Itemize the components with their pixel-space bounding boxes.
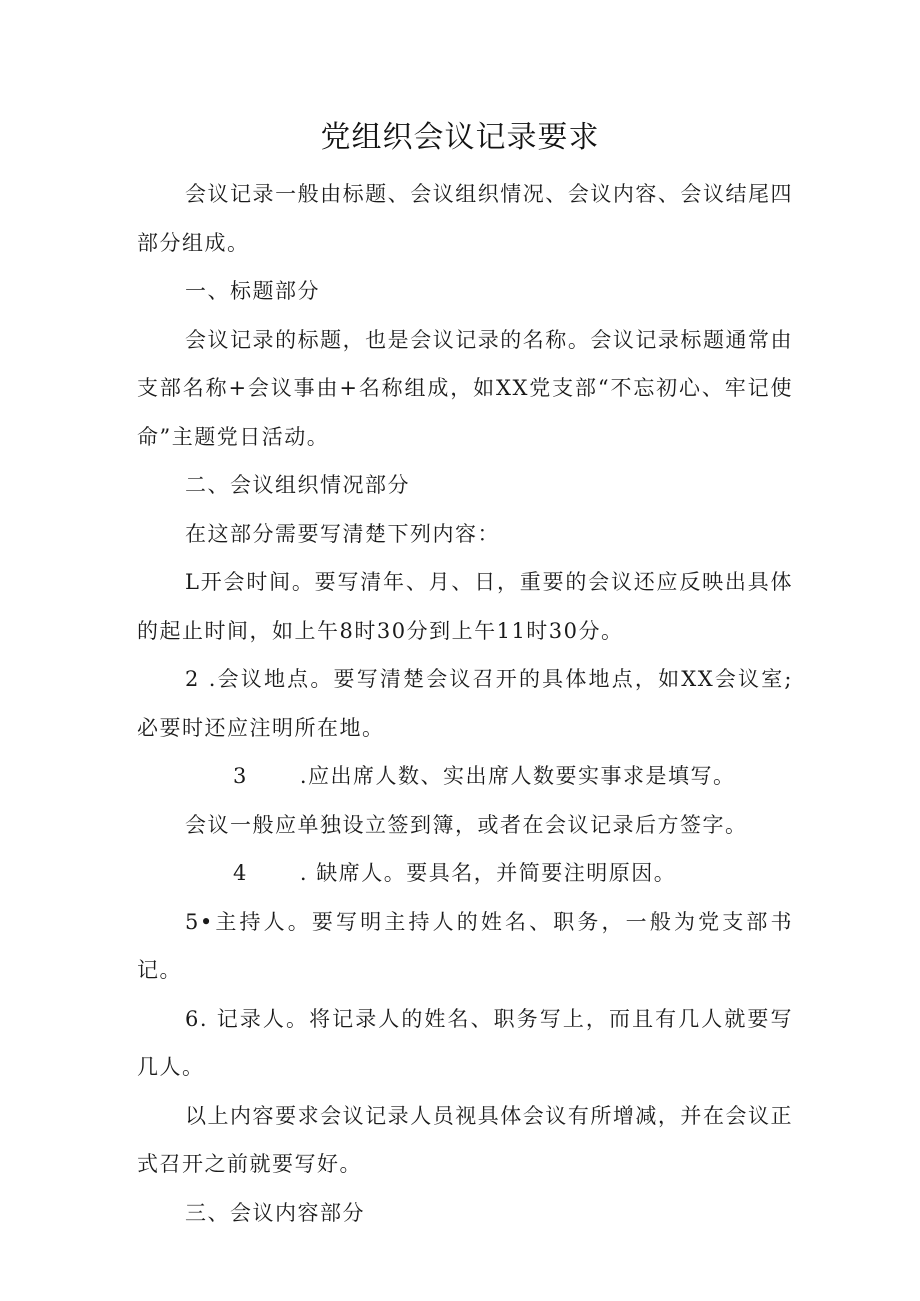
paragraph-signin: 会议一般应单独设立签到簿，或者在会议记录后方签字。 [185,812,748,837]
paragraph-content-lead: 在这部分需要写清楚下列内容： [185,521,500,546]
section-heading-organization: 二、会议组织情况部分 [185,473,410,497]
section-heading-content: 三、会议内容部分 [185,1200,365,1225]
document-title: 党组织会议记录要求 [320,120,600,155]
item-meeting-time: L开会时间。要写清年、月、日，重要的会议还应反映出具体的起止时间，如上午8时30分到上午11时30分。 [137,570,793,643]
item-attendance-number: 3 [233,764,248,788]
item-absentees-text: . 缺席人。要具名，并简要注明原因。 [299,861,677,885]
paragraph-adjust-note: 以上内容要求会议记录人员视具体会议有所增减，并在会议正式召开之前就要写好。 [137,1103,793,1176]
paragraph-title-desc: 会议记录的标题，也是会议记录的名称。会议记录标题通常由支部名称+会议事由+名称组成，如XX党支部“不忘初心、牢记使命”主题党日活动。 [137,327,793,449]
item-meeting-location: 2 .会议地点。要写清楚会议召开的具体地点，如XX会议室;必要时还应注明所在地。 [137,667,793,740]
paragraph-intro: 会议记录一般由标题、会议组织情况、会议内容、会议结尾四部分组成。 [137,182,793,255]
item-host: 5•主持人。要写明主持人的姓名、职务，一般为党支部书记。 [137,909,793,982]
item-attendance [137,752,793,801]
item-absentees-number: 4 [233,861,248,885]
item-absentees [137,849,793,898]
item-recorder: 6. 记录人。将记录人的姓名、职务写上，而且有几人就要写几人。 [137,1006,793,1079]
document-body [137,170,793,1237]
section-heading-title: 一、标题部分 [185,279,320,303]
item-attendance-text: .应出席人数、实出席人数要实事求是填写。 [299,764,736,788]
